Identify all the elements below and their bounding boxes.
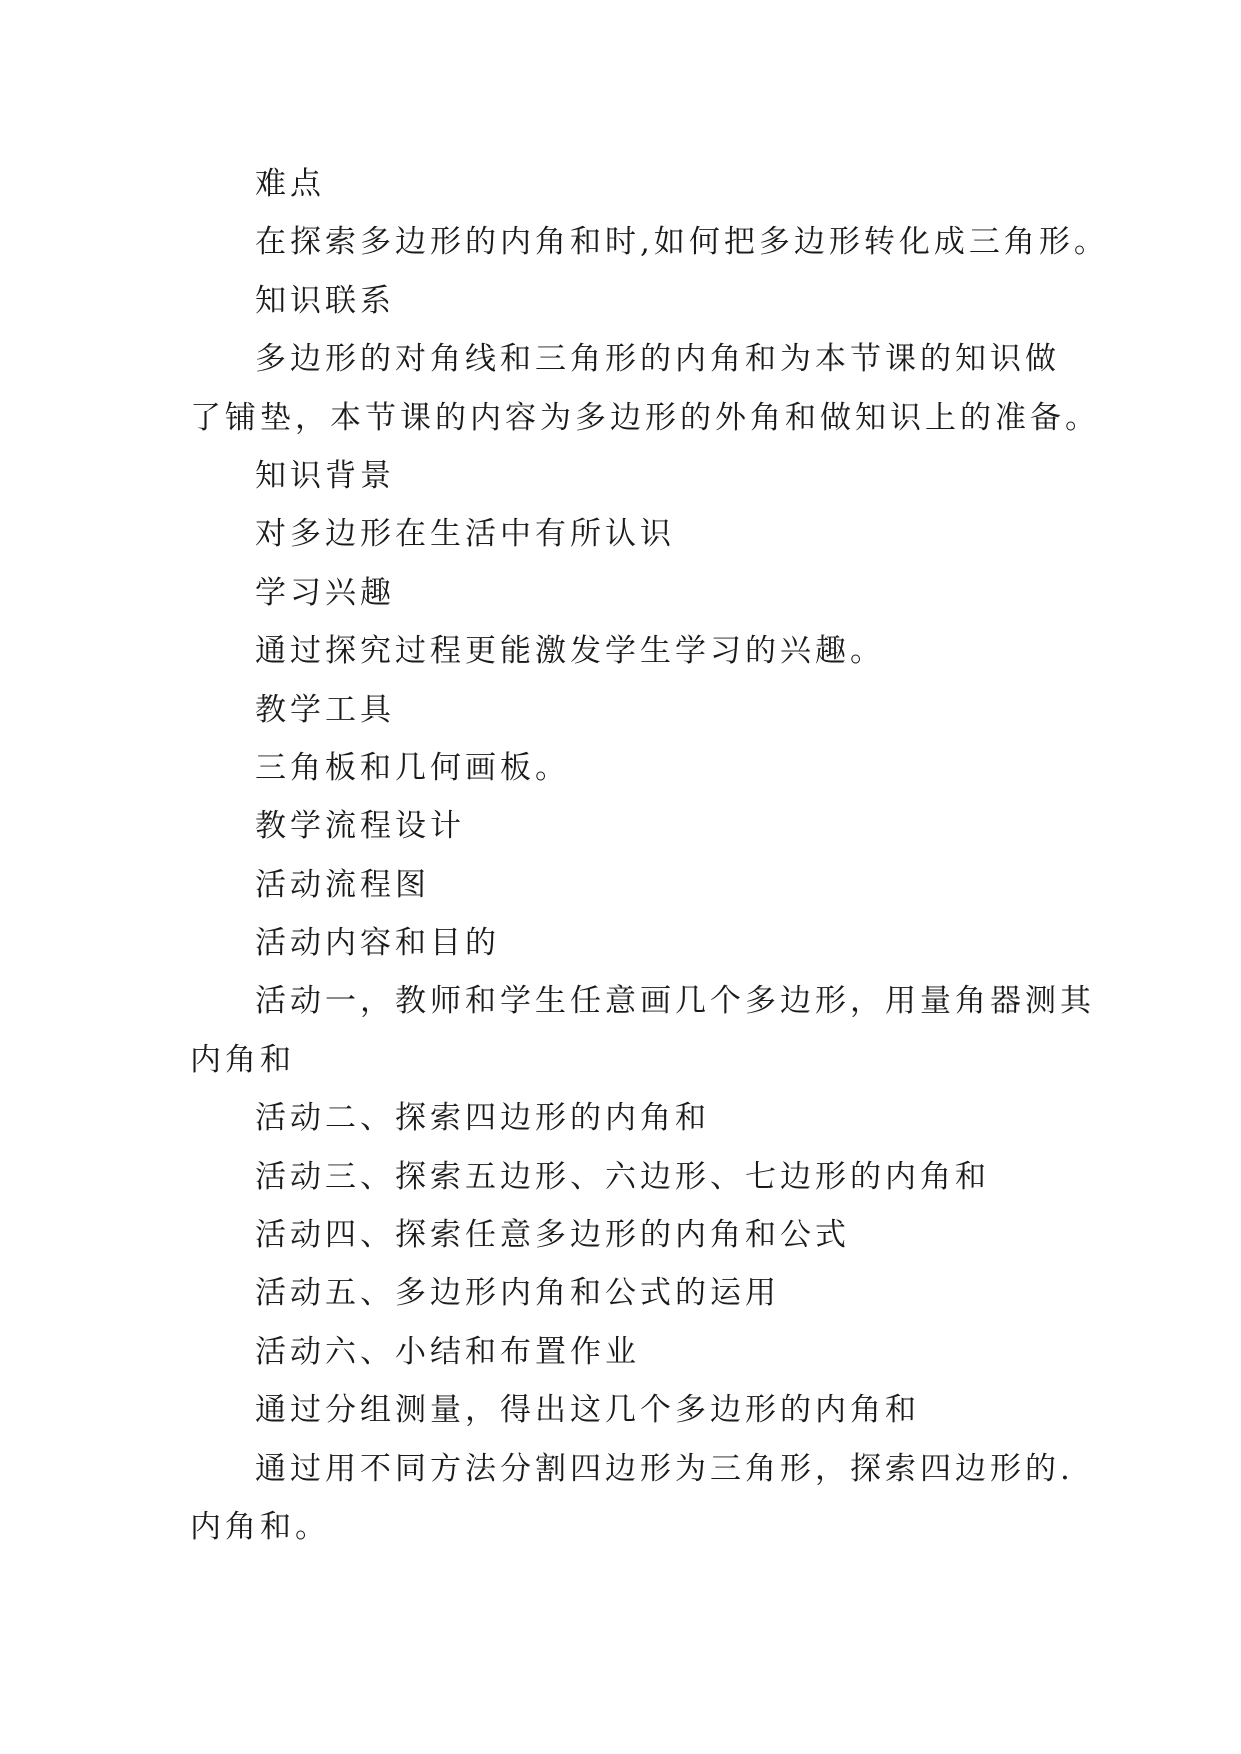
activity-item-5: 活动五、多边形内角和公式的运用: [255, 1275, 780, 1312]
heading-activity-flowchart: 活动流程图: [255, 866, 430, 903]
activity-item-2: 活动二、探索四边形的内角和: [255, 1100, 710, 1137]
document-body: [190, 155, 1109, 1556]
paragraph-learning-interest: 通过探究过程更能激发学生学习的兴趣。: [255, 633, 885, 670]
paragraph-teaching-tools: 三角板和几何画板。: [255, 749, 570, 786]
paragraph-group-measure: 通过分组测量，得出这几个多边形的内角和: [255, 1392, 920, 1429]
paragraph-knowledge-connection-cont: 了铺垫，本节课的内容为多边形的外角和做知识上的准备。: [190, 399, 1100, 436]
activity-item-3: 活动三、探索五边形、六边形、七边形的内角和: [255, 1158, 990, 1195]
paragraph-divide-quadrilateral: 通过用不同方法分割四边形为三角形，探索四边形的.: [255, 1450, 1074, 1487]
activity-item-1-cont: 内角和: [190, 1041, 295, 1078]
activity-item-1: 活动一，教师和学生任意画几个多边形，用量角器测其: [255, 983, 1095, 1020]
heading-difficulty: 难点: [255, 166, 325, 202]
heading-knowledge-background: 知识背景: [255, 457, 395, 494]
heading-teaching-tools: 教学工具: [255, 691, 395, 728]
paragraph-difficulty: 在探索多边形的内角和时,如何把多边形转化成三角形。: [255, 224, 1109, 261]
heading-learning-interest: 学习兴趣: [255, 574, 395, 611]
paragraph-knowledge-background: 对多边形在生活中有所认识: [255, 516, 675, 553]
activity-item-4: 活动四、探索任意多边形的内角和公式: [255, 1217, 850, 1254]
paragraph-knowledge-connection: 多边形的对角线和三角形的内角和为本节课的知识做: [255, 341, 1060, 378]
paragraph-divide-quadrilateral-cont: 内角和。: [190, 1508, 330, 1545]
heading-teaching-process: 教学流程设计: [255, 808, 465, 845]
heading-activity-content: 活动内容和目的: [255, 925, 500, 962]
activity-item-6: 活动六、小结和布置作业: [255, 1333, 640, 1370]
heading-knowledge-connection: 知识联系: [255, 282, 395, 319]
